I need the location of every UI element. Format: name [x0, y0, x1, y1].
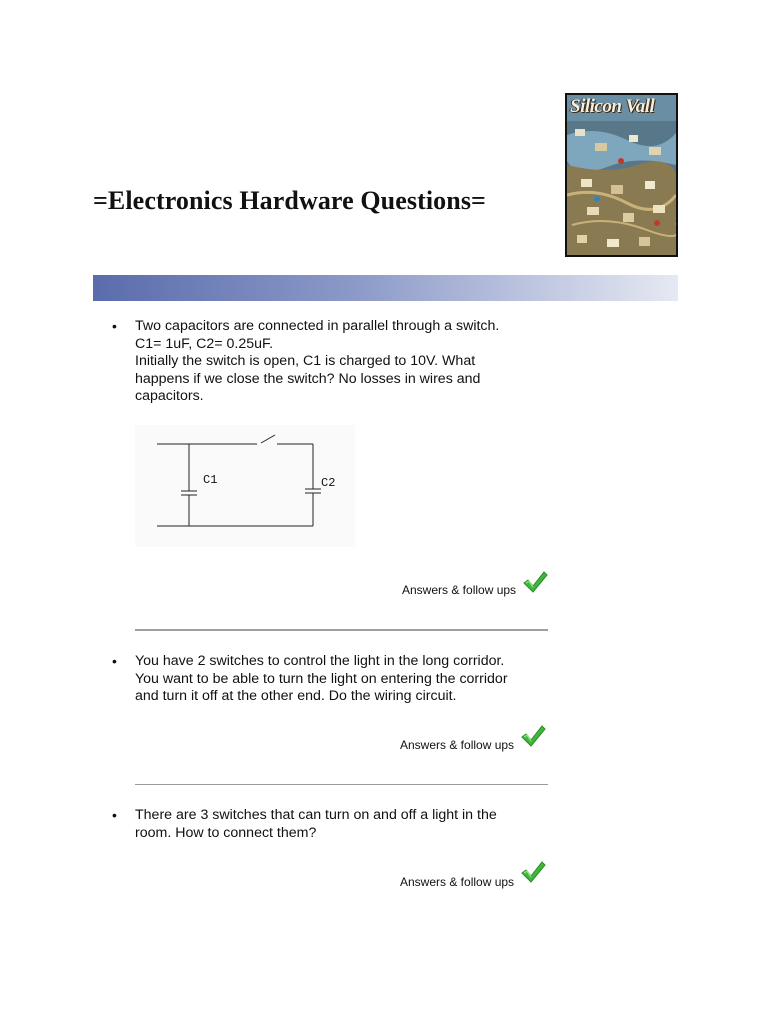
answers-link-2[interactable]: Answers & follow ups — [400, 738, 515, 752]
question-text — [135, 653, 545, 706]
check-mark-icon[interactable] — [520, 860, 546, 884]
poster-title: Silicon Vall — [570, 96, 655, 117]
question-line: and turn it off at the other end. Do the wiring circuit. — [135, 688, 457, 705]
question-text — [135, 318, 545, 406]
answers-link-1[interactable]: Answers & follow ups — [402, 583, 517, 597]
capacitor-c2-label: C2 — [321, 476, 336, 490]
question-line: You want to be able to turn the light on entering the corridor — [135, 670, 508, 687]
question-line: capacitors. — [135, 388, 204, 405]
answers-link-3[interactable]: Answers & follow ups — [400, 875, 515, 889]
poster-map-graphic — [567, 95, 676, 255]
check-mark-icon[interactable] — [522, 570, 548, 594]
page-title: =Electronics Hardware Questions= — [93, 186, 486, 215]
capacitor-c1-label: C1 — [203, 473, 218, 487]
question-line: You have 2 switches to control the light in the long corridor. — [135, 653, 505, 669]
question-line: Initially the switch is open, C1 is charged to 10V. What — [135, 353, 476, 370]
section-divider — [135, 629, 548, 631]
silicon-valley-poster-image — [565, 93, 678, 257]
section-banner — [93, 275, 678, 301]
capacitor-circuit-diagram — [135, 425, 355, 547]
question-line: Two capacitors are connected in parallel through a switch. — [135, 318, 500, 334]
question-text — [135, 807, 545, 842]
question-line: happens if we close the switch? No losses in wires and — [135, 370, 481, 387]
question-line: room. How to connect them? — [135, 824, 317, 841]
bullet-icon: • — [112, 318, 117, 334]
bullet-icon: • — [112, 653, 117, 669]
question-line: There are 3 switches that can turn on and off a light in the — [135, 807, 497, 823]
question-line: C1= 1uF, C2= 0.25uF. — [135, 335, 274, 352]
section-divider — [135, 784, 548, 785]
check-mark-icon[interactable] — [520, 724, 546, 748]
bullet-icon: • — [112, 807, 117, 823]
